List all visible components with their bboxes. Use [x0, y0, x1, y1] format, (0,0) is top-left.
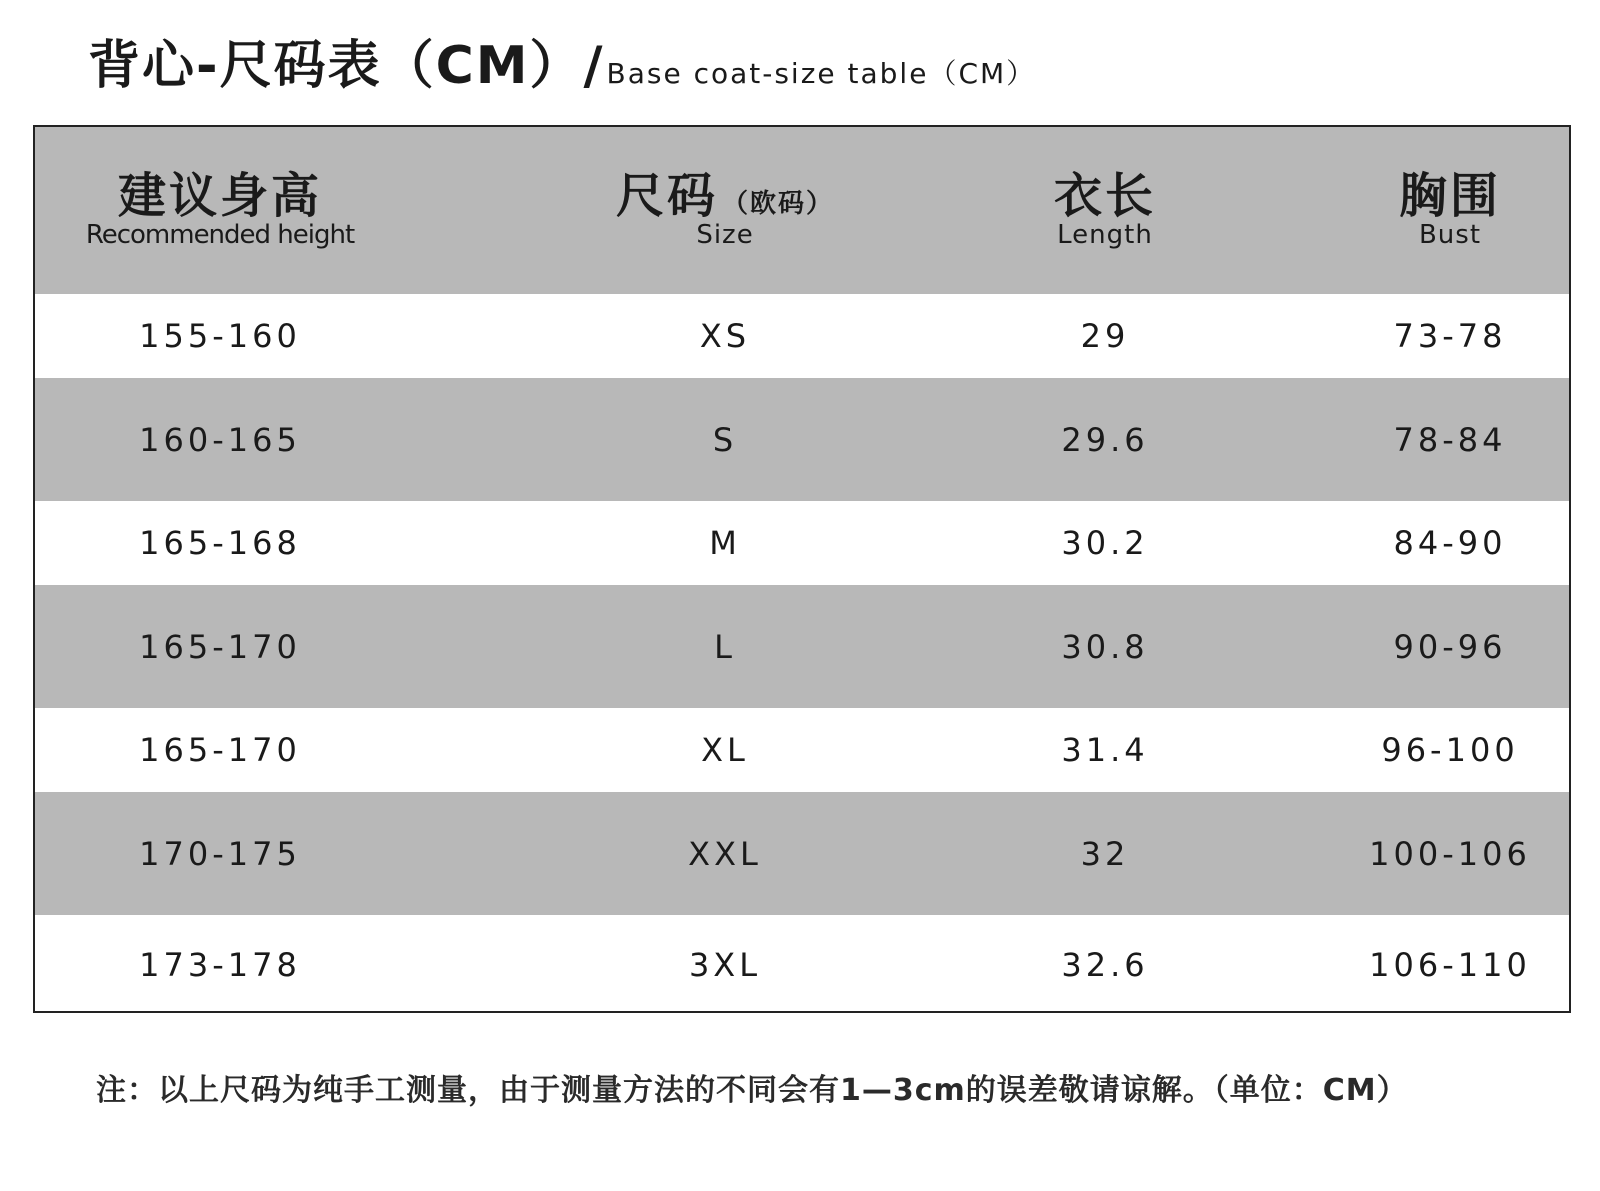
- table-row: [35, 501, 1569, 585]
- size-table: [33, 125, 1571, 1013]
- cell-height: 165-168: [139, 524, 301, 562]
- cell-height: 160-165: [139, 420, 301, 459]
- cell-length: 32: [1080, 834, 1130, 873]
- header-size-zh-sub: （欧码）: [722, 189, 835, 219]
- header-height-en: Recommended height: [85, 220, 355, 251]
- cell-length: 30.8: [1061, 627, 1149, 666]
- header-height: [35, 127, 405, 294]
- cell-height: 155-160: [139, 317, 301, 355]
- cell-size: M: [709, 524, 741, 562]
- table-row: [35, 708, 1569, 792]
- header-size-en: Size: [696, 220, 754, 251]
- table-row: [35, 792, 1569, 915]
- cell-length: 30.2: [1061, 524, 1149, 562]
- cell-bust: 106-110: [1369, 946, 1531, 984]
- table-row: [35, 585, 1569, 708]
- cell-bust: 96-100: [1381, 731, 1519, 769]
- cell-bust: 100-106: [1369, 834, 1531, 873]
- cell-size: XS: [699, 317, 751, 355]
- cell-size: S: [712, 420, 738, 459]
- cell-height: 165-170: [139, 731, 301, 769]
- cell-height: 173-178: [139, 946, 301, 984]
- cell-size: L: [714, 627, 736, 666]
- header-bust: [1295, 127, 1571, 294]
- cell-length: 31.4: [1061, 731, 1149, 769]
- title-english: Base coat-size table（CM）: [606, 57, 1037, 90]
- cell-length: 29.6: [1061, 420, 1149, 459]
- cell-length: 29: [1080, 317, 1130, 355]
- page-title: [88, 36, 1037, 96]
- header-size: [555, 127, 895, 294]
- header-size-zh: 尺码: [615, 168, 718, 224]
- cell-height: 170-175: [139, 834, 301, 873]
- table-row: [35, 378, 1569, 501]
- table-header-row: [35, 127, 1569, 294]
- cell-bust: 73-78: [1393, 317, 1507, 355]
- header-bust-zh: 胸围: [1398, 168, 1501, 224]
- cell-bust: 78-84: [1393, 420, 1507, 459]
- cell-bust: 84-90: [1393, 524, 1507, 562]
- header-height-zh: 建议身高: [117, 168, 322, 224]
- title-chinese: 背心-尺码表（CM）/: [88, 36, 605, 96]
- header-size-zh-wrap: [615, 168, 835, 224]
- header-length: [935, 127, 1275, 294]
- cell-size: XL: [701, 731, 749, 769]
- header-length-en: Length: [1057, 220, 1153, 251]
- measurement-note: 注：以上尺码为纯手工测量，由于测量方法的不同会有1—3cm的误差敬请谅解。（单位：CM）: [96, 1073, 1408, 1108]
- header-bust-en: Bust: [1418, 220, 1482, 251]
- cell-bust: 90-96: [1393, 627, 1507, 666]
- cell-height: 165-170: [139, 627, 301, 666]
- table-row: [35, 294, 1569, 378]
- cell-size: XXL: [688, 834, 762, 873]
- cell-size: 3XL: [688, 946, 762, 984]
- header-length-zh: 衣长: [1053, 168, 1156, 224]
- cell-length: 32.6: [1061, 946, 1149, 984]
- table-row: [35, 915, 1569, 1013]
